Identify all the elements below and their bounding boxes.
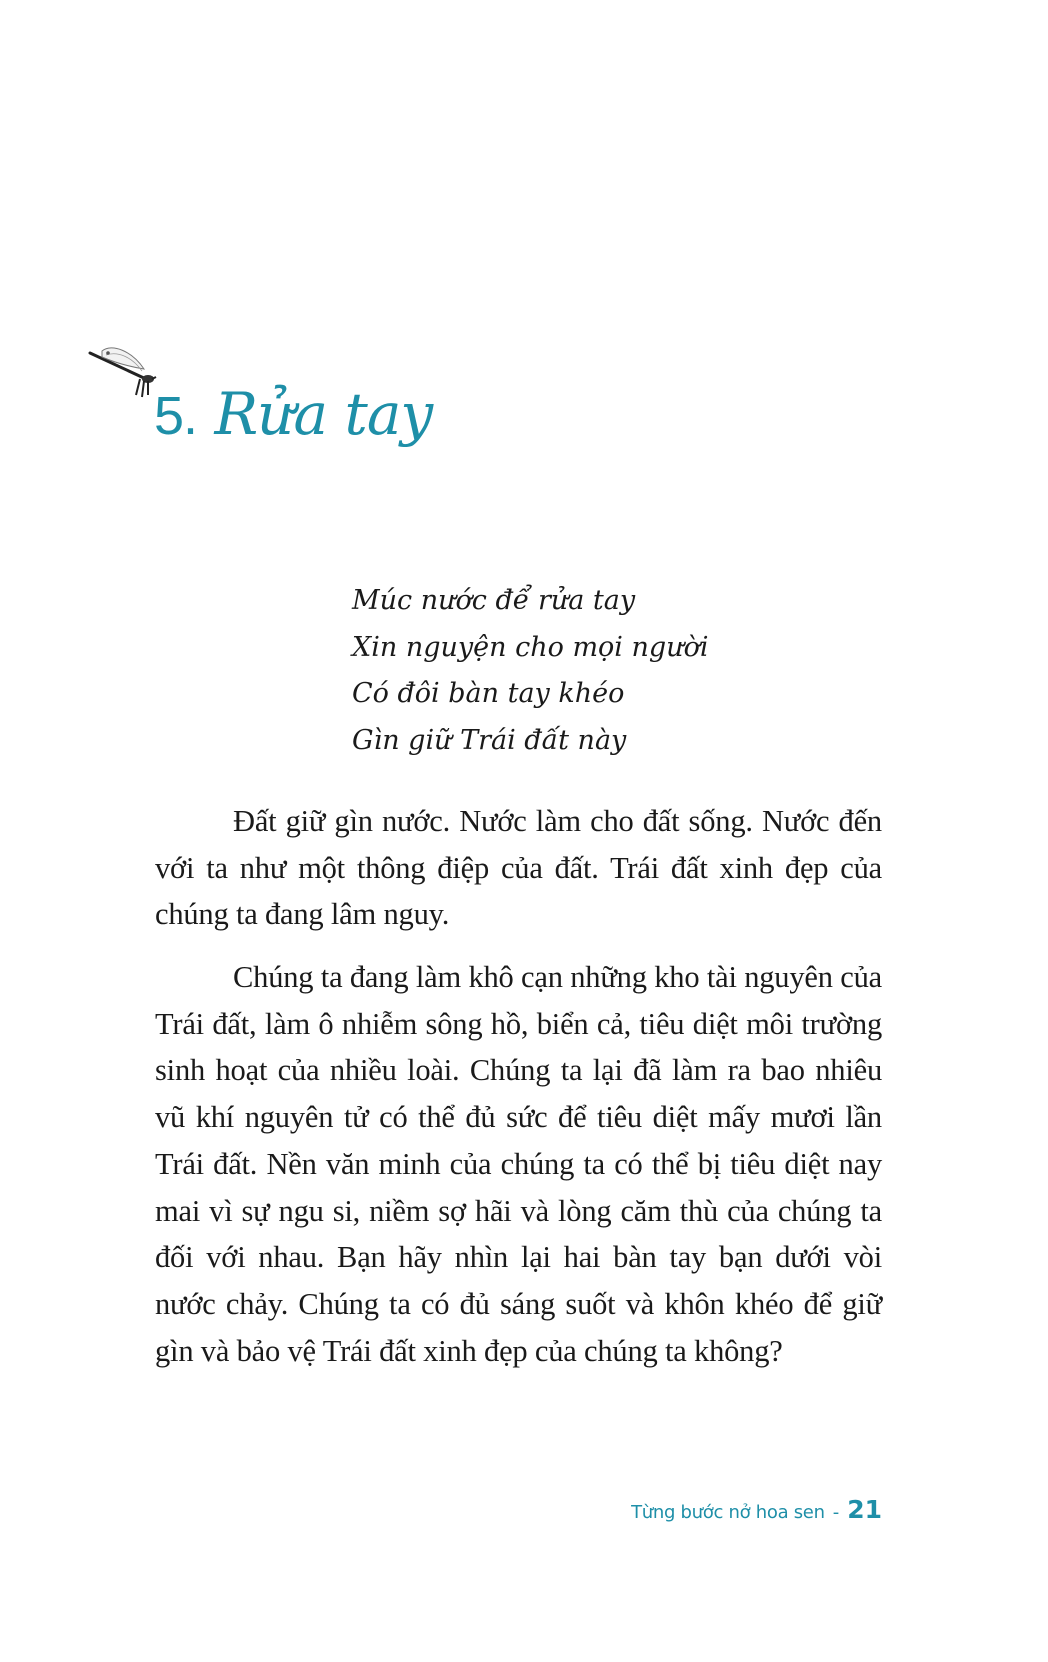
chapter-title <box>154 380 433 448</box>
page-footer <box>631 1495 882 1524</box>
paragraph-text: Chúng ta đang làm khô cạn những kho tài nguyên của Trái đất, làm ô nhiễm sông hồ, biển cả, tiêu diệt môi trường sinh hoạt của nhiều loài. Chúng ta lại đã làm ra bao nhiêu vũ khí nguyên tử có thể đủ sức để tiêu diệt mấy mươi lần Trái đất. Nền văn minh của chúng ta có thể bị tiêu diệt nay mai vì sự ngu si, niềm sợ hãi và lòng căm thù của chúng ta đối với nhau. Bạn hãy nhìn lại hai bàn tay bạn dưới vòi nước chảy. Chúng ta có đủ sáng suốt và khôn khéo để giữ gìn và bảo vệ Trái đất xinh đẹp của chúng ta không? <box>155 960 882 1368</box>
footer-separator: - <box>832 1502 840 1523</box>
chapter-number: 5. <box>154 386 198 446</box>
poem-line: Múc nước để rửa tay <box>352 585 636 616</box>
paragraph-text: Đất giữ gìn nước. Nước làm cho đất sống. Nước đến với ta như một thông điệp của đất. Trái đất xinh đẹp của chúng ta đang lâm nguy. <box>155 804 882 932</box>
paragraph <box>155 954 882 1374</box>
chapter-title-text: Rửa tay <box>214 380 433 448</box>
poem-line: Gìn giữ Trái đất này <box>352 725 627 757</box>
running-footer-title: Từng bước nở hoa sen <box>631 1502 825 1523</box>
poem <box>352 578 708 765</box>
poem-line: Xin nguyện cho mọi người <box>352 631 709 663</box>
page-number: 21 <box>847 1495 882 1524</box>
poem-line: Có đôi bàn tay khéo <box>352 678 625 710</box>
paragraph <box>155 798 882 938</box>
